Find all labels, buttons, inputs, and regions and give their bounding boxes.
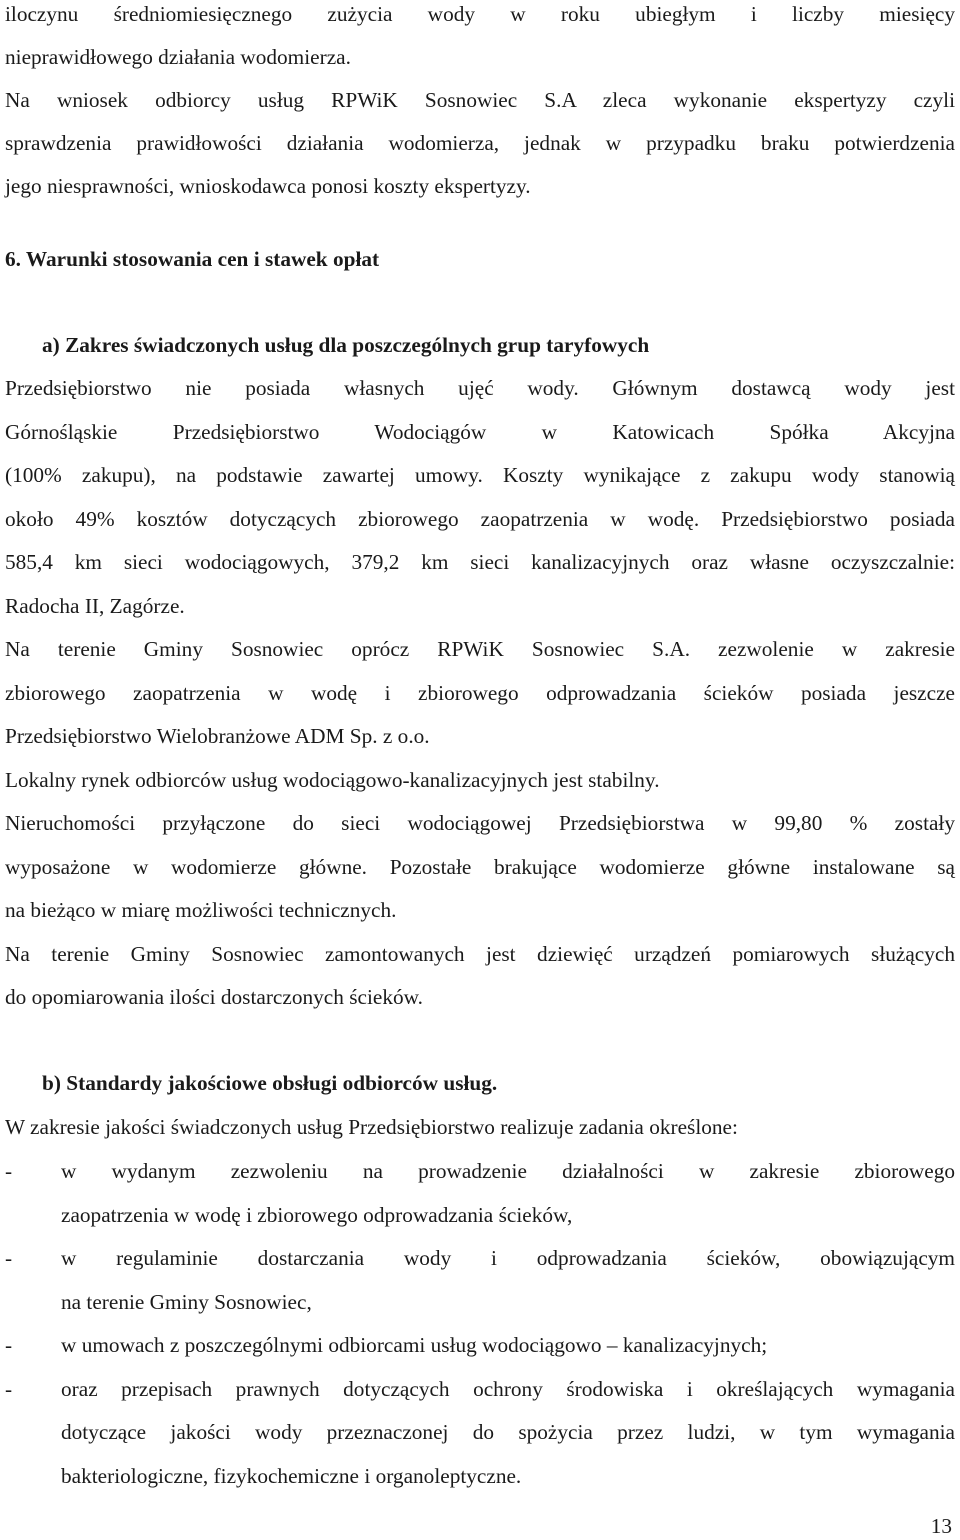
text-line: Przedsiębiorstwo nie posiada własnych ujęć wody. Głównym dostawcą wody jest [5,376,955,400]
text-line: Lokalny rynek odbiorców usług wodociągowo-kanalizacyjnych jest stabilny. [5,768,660,792]
text-line: Górnośląskie Przedsiębiorstwo Wodociągów w Katowicach Spółka Akcyjna [5,420,955,444]
text-line: Na terenie Gminy Sosnowiec oprócz RPWiK Sosnowiec S.A. zezwolenie w zakresie [5,637,955,661]
text-line: Nieruchomości przyłączone do sieci wodociągowej Przedsiębiorstwa w 99,80 % zostały [5,811,955,835]
subsection-b-heading: b) Standardy jakościowe obsługi odbiorców usług. [42,1071,498,1095]
text-line: Przedsiębiorstwo Wielobranżowe ADM Sp. z o.o. [5,724,430,748]
text-line: iloczynu średniomiesięcznego zużycia wody w roku ubiegłym i liczby miesięcy [5,2,955,26]
list-item-line: oraz przepisach prawnych dotyczących ochrony środowiska i określających wymagania [61,1377,955,1401]
text-line: sprawdzenia prawidłowości działania wodomierza, jednak w przypadku braku potwierdzenia [5,131,955,155]
section-heading: 6. Warunki stosowania cen i stawek opłat [5,247,380,271]
text-line: na bieżąco w miarę możliwości technicznych. [5,898,397,922]
list-item-line: zaopatrzenia w wodę i zbiorowego odprowadzania ścieków, [61,1203,573,1227]
list-item-line: bakteriologiczne, fizykochemiczne i organoleptyczne. [61,1464,522,1488]
text-line: wyposażone w wodomierze główne. Pozostałe brakujące wodomierze główne instalowane są [5,855,955,879]
list-dash: - [5,1159,13,1183]
list-dash: - [5,1333,13,1357]
subsection-a-heading: a) Zakres świadczonych usług dla poszczególnych grup taryfowych [42,333,650,357]
text-line: do opomiarowania ilości dostarczonych ścieków. [5,985,423,1009]
text-line: Na wniosek odbiorcy usług RPWiK Sosnowiec S.A zleca wykonanie ekspertyzy czyli [5,88,955,112]
list-item-line: na terenie Gminy Sosnowiec, [61,1290,312,1314]
list-item-line: dotyczące jakości wody przeznaczonej do spożycia przez ludzi, w tym wymagania [61,1420,955,1444]
text-line: 585,4 km sieci wodociągowych, 379,2 km sieci kanalizacyjnych oraz własne oczyszczalnie: [5,550,955,574]
text-line: Na terenie Gminy Sosnowiec zamontowanych jest dziewięć urządzeń pomiarowych służących [5,942,955,966]
list-item-line: w umowach z poszczególnymi odbiorcami usług wodociągowo – kanalizacyjnych; [61,1333,768,1357]
list-dash: - [5,1377,13,1401]
list-item-line: w regulaminie dostarczania wody i odprowadzania ścieków, obowiązującym [61,1246,955,1270]
text-line: jego niesprawności, wnioskodawca ponosi koszty ekspertyzy. [5,174,531,198]
text-line: zbiorowego zaopatrzenia w wodę i zbiorowego odprowadzania ścieków posiada jeszcze [5,681,955,705]
text-line: (100% zakupu), na podstawie zawartej umowy. Koszty wynikające z zakupu wody stanowią [5,463,955,487]
page-number: 13 [930,1514,952,1538]
list-dash: - [5,1246,13,1270]
subsection-b-intro: W zakresie jakości świadczonych usług Przedsiębiorstwo realizuje zadania określone: [5,1115,738,1139]
list-item-line: w wydanym zezwoleniu na prowadzenie działalności w zakresie zbiorowego [61,1159,955,1183]
text-line: nieprawidłowego działania wodomierza. [5,45,351,69]
text-line: około 49% kosztów dotyczących zbiorowego zaopatrzenia w wodę. Przedsiębiorstwo posiada [5,507,955,531]
text-line: Radocha II, Zagórze. [5,594,185,618]
